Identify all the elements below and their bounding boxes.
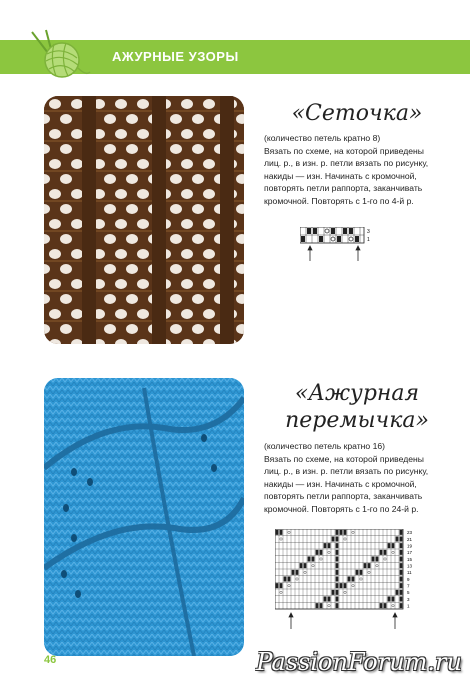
- instructions: Вязать по схеме, на которой приведены лиц. р., в изн. р. петли вязать по рисунку, накиды — изн. Начинать с кромочной, повторять петли раппорта, заканчивать кромочной. Повторять с 1-го по 24-й р.: [264, 453, 429, 514]
- title-line: «Ажурная: [294, 381, 420, 406]
- chart-row-label: 17: [407, 550, 413, 556]
- pattern-description-azhurnaya-peremychka: [264, 440, 440, 516]
- chart-row-label: 7: [407, 583, 410, 589]
- chart-row-label: 5: [407, 590, 410, 596]
- chart-row-label: 1: [367, 237, 370, 243]
- chart-row-label: 19: [407, 543, 413, 549]
- title-line: перемычка»: [285, 408, 429, 433]
- mesh-knit-photo: [44, 96, 244, 344]
- chart-row-label: 1: [407, 603, 410, 609]
- knitting-chart-setochka: [300, 227, 380, 272]
- chart-row-label: 21: [407, 536, 413, 542]
- section-title: АЖУРНЫЕ УЗОРЫ: [112, 49, 239, 64]
- chart-row-label: 9: [407, 576, 410, 582]
- yarn-ball-icon: [20, 28, 92, 84]
- page-header: [0, 28, 470, 80]
- chart-row-label: 15: [407, 556, 413, 562]
- pattern-title-azhurnaya-peremychka: [262, 380, 452, 434]
- chart-row-label: 13: [407, 563, 413, 569]
- instructions: Вязать по схеме, на которой приведены лиц. р., в изн. р. петли вязать по рисунку, накиды — изн. Начинать с кромочной, повторять петли раппорта, заканчивать кромочной. Повторять с 1-го по 4-й р.: [264, 145, 429, 206]
- stitch-multiple: (количество петель кратно 16): [264, 441, 386, 451]
- arrow-up-icon: [308, 246, 312, 261]
- pattern-title-setochka: «Сеточка»: [291, 101, 423, 126]
- page-number: 46: [44, 654, 57, 666]
- knitting-chart-azhurnaya-peremychka: [275, 529, 425, 638]
- arrow-up-icon: [356, 246, 360, 261]
- chart-row-label: 23: [407, 530, 413, 536]
- watermark-logo: PassionForum.ru: [256, 648, 462, 676]
- chart-row-label: 3: [407, 596, 410, 602]
- chart-row-label: 3: [367, 229, 370, 235]
- openwork-knit-photo: [44, 378, 244, 656]
- pattern-description-setochka: [264, 132, 440, 208]
- chart-row-label: 11: [407, 570, 412, 576]
- arrow-up-icon: [393, 613, 397, 629]
- stitch-multiple: (количество петель кратно 8): [264, 133, 381, 143]
- arrow-up-icon: [289, 613, 293, 629]
